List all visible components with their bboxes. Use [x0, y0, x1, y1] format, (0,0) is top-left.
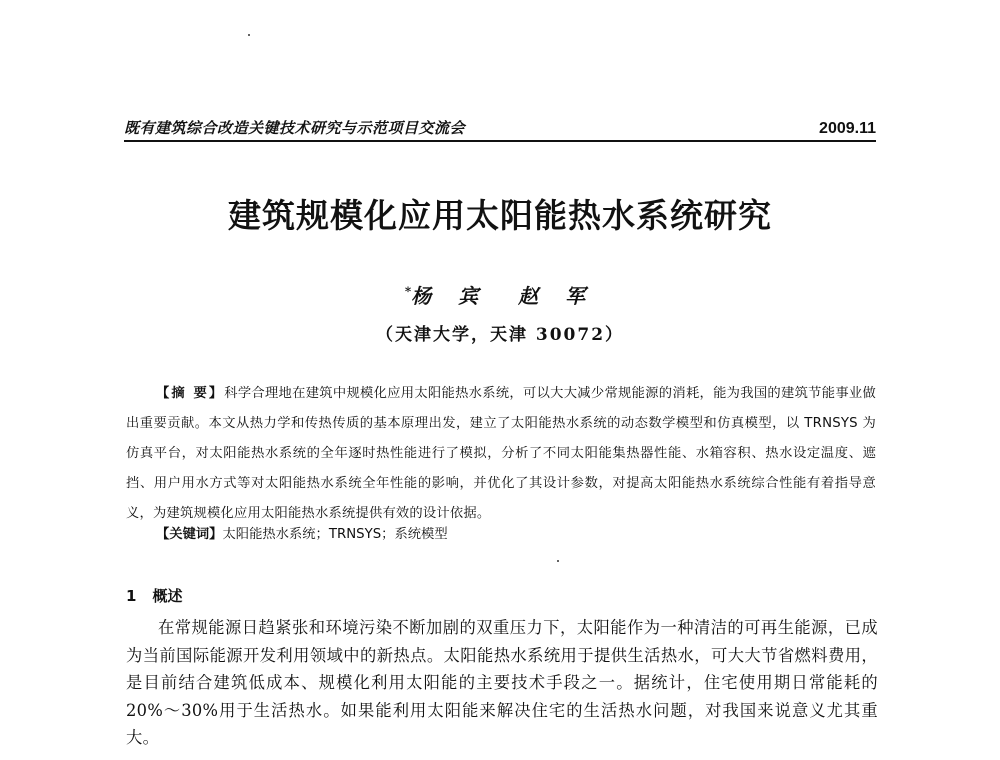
section-heading: [126, 585, 182, 606]
keywords-text: 太阳能热水系统；TRNSYS；系统模型: [222, 527, 448, 542]
affiliation: （天津大学，天津 30072）: [375, 325, 625, 345]
section-number: 1: [126, 587, 137, 605]
section-title: 概述: [152, 587, 183, 605]
authors: 杨 宾 赵 军: [411, 284, 596, 308]
scan-speck: [557, 560, 559, 562]
corresponding-author-mark: *: [404, 284, 412, 299]
abstract: [126, 379, 876, 529]
abstract-label: 【摘 要】: [156, 386, 225, 401]
abstract-text: 科学合理地在建筑中规模化应用太阳能热水系统，可以大大减少常规能源的消耗，能为我国的建筑节能事业做出重要贡献。本文从热力学和传热传质的基本原理出发，建立了太阳能热水系统的动态数学模型和仿真模型，以 TRNSYS 为仿真平台，对太阳能热水系统的全年逐时热性能进行了模拟，分析了不同太阳能集热器性能、水箱容积、热水设定温度、遮挡、用户用水方式等对太阳能热水系统全年性能的影响，并优化了其设计参数，对提高太阳能热水系统综合性能有着指导意义，为建筑规模化应用太阳能热水系统提供有效的设计依据。: [126, 386, 876, 521]
author-line: [0, 280, 1000, 309]
header-date: 2009.11: [819, 120, 876, 137]
running-header: [124, 112, 876, 138]
paper-title: 建筑规模化应用太阳能热水系统研究: [228, 196, 772, 235]
header-rule: [124, 140, 876, 142]
section-paragraph: 在常规能源日趋紧张和环境污染不断加剧的双重压力下，太阳能作为一种清洁的可再生能源，已成为当前国际能源开发利用领域中的新热点。太阳能热水系统用于提供生活热水，可大大节省燃料费用，是目前结合建筑低成本、规模化利用太阳能的主要技术手段之一。据统计，住宅使用期日常能耗的 20%～30%用于生活热水。如果能利用太阳能来解决住宅的生活热水问题，对我国来说意义尤其重大。: [126, 618, 878, 748]
keywords: [156, 523, 876, 547]
keywords-label: 【关键词】: [156, 527, 223, 542]
conference-name: 既有建筑综合改造关键技术研究与示范项目交流会: [124, 119, 466, 137]
scan-speck: [248, 34, 250, 36]
